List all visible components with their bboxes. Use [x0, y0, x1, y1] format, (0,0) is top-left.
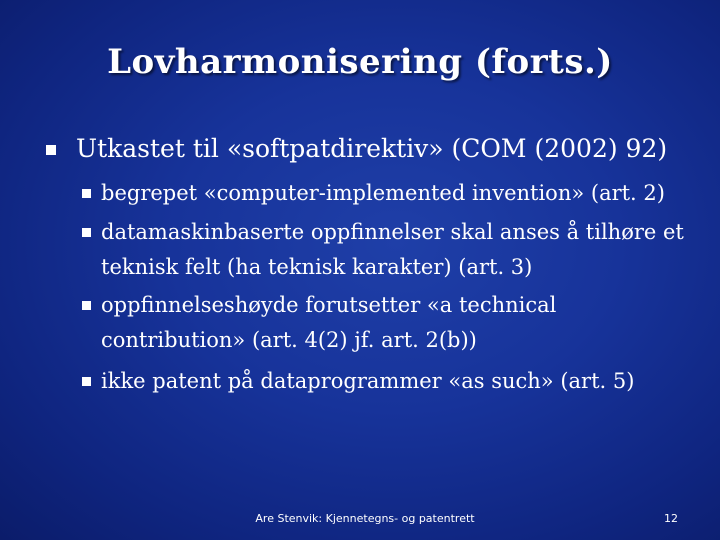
- slide-footer: [0, 512, 720, 532]
- square-bullet-icon: [82, 228, 91, 237]
- square-bullet-icon: [82, 301, 91, 310]
- page-number: 12: [664, 512, 678, 525]
- sub-bullet-text: datamaskinbaserte oppfinnelser skal anses å tilhøre et: [101, 220, 684, 244]
- sub-bullet-text-continued: contribution» (art. 4(2) jf. art. 2(b)): [101, 328, 477, 352]
- main-bullet-text: Utkastet til «softpatdirektiv» (COM (2002) 92): [76, 134, 668, 163]
- footer-author: Are Stenvik: Kjennetegns- og patentrett: [255, 512, 475, 525]
- slide-title: Lovharmonisering (forts.): [107, 42, 613, 82]
- sub-bullet-text: ikke patent på dataprogrammer «as such» (art. 5): [101, 369, 635, 393]
- square-bullet-icon: [46, 145, 56, 155]
- sub-bullet-text: oppfinnelseshøyde forutsetter «a technical: [101, 293, 557, 317]
- square-bullet-icon: [82, 377, 91, 386]
- square-bullet-icon: [82, 189, 91, 198]
- sub-bullet-text: begrepet «computer-implemented invention» (art. 2): [101, 181, 665, 205]
- sub-bullet-text-continued: teknisk felt (ha teknisk karakter) (art. 3): [101, 255, 533, 279]
